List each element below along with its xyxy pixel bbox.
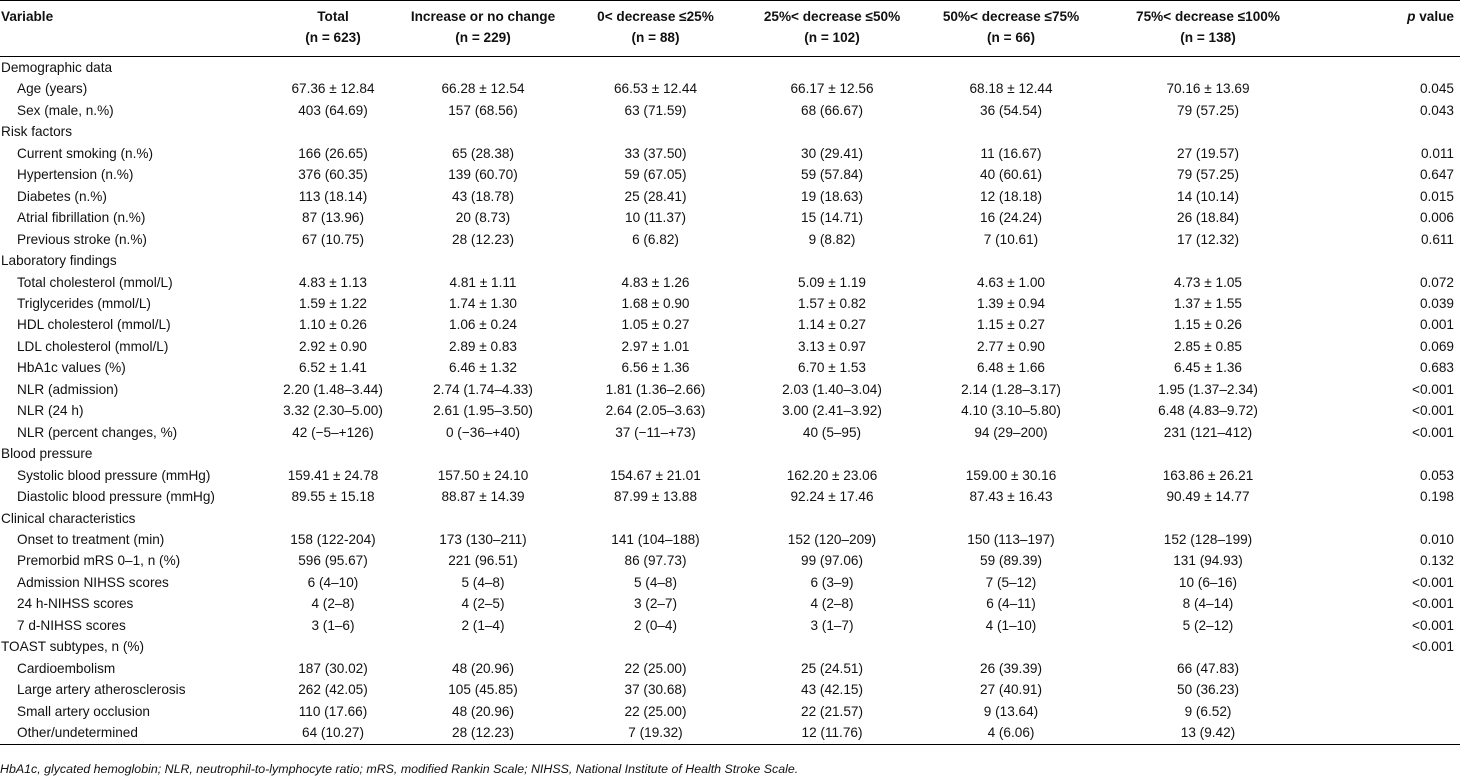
value-cell: 59 (89.39) [980, 553, 1042, 569]
value-cell: 6.46 ± 1.32 [449, 360, 517, 376]
value-cell: 43 (42.15) [801, 682, 863, 698]
value-cell: 1.15 ± 0.27 [977, 317, 1045, 333]
empty-cell [398, 121, 568, 142]
value-cell: 25 (28.41) [624, 188, 687, 204]
value-cell: 40 (60.61) [980, 167, 1042, 183]
p-value-cell: 0.053 [1419, 467, 1454, 483]
p-value-cell: 0.015 [1419, 188, 1454, 204]
value-cell: 86 (97.73) [624, 553, 687, 569]
value-cell: 152 (120–209) [787, 531, 877, 547]
p-value-cell: <0.001 [1412, 424, 1454, 440]
p-value-cell: <0.001 [1412, 381, 1454, 397]
value-cell: 1.37 ± 1.55 [1174, 295, 1242, 311]
p-value-cell: <0.001 [1412, 596, 1454, 612]
empty-cell [268, 250, 398, 271]
value-cell: 157.50 ± 24.10 [437, 467, 529, 483]
value-cell: 6.52 ± 1.41 [299, 360, 367, 376]
empty-cell [568, 121, 743, 142]
value-cell: 64 (10.27) [268, 722, 398, 744]
value-cell: 376 (60.35) [298, 167, 368, 183]
value-cell: 88.87 ± 14.39 [441, 489, 525, 505]
value-cell: 66.17 ± 12.56 [790, 81, 874, 97]
variable-label: Onset to treatment (min) [17, 531, 165, 547]
value-cell: 79 (57.25) [1177, 167, 1239, 183]
table-row [0, 164, 1460, 185]
value-cell: 27 (19.57) [1177, 145, 1239, 161]
section-label: Risk factors [1, 124, 73, 140]
value-cell: 67 (10.75) [302, 231, 364, 247]
value-cell: 159.41 ± 24.78 [287, 467, 379, 483]
empty-cell [268, 636, 398, 657]
variable-label: Hypertension (n.%) [17, 167, 134, 183]
table-row [0, 593, 1460, 614]
table-row [0, 143, 1460, 164]
empty-cell [568, 508, 743, 529]
value-cell: 37 (30.68) [624, 682, 687, 698]
p-value-cell: 0.045 [1419, 81, 1454, 97]
value-cell: 89.55 ± 15.18 [291, 489, 375, 505]
empty-cell [268, 443, 398, 464]
header-decrease-25-50: 25%< decrease ≤50% (n = 102) [743, 1, 921, 57]
variable-label: Age (years) [17, 81, 88, 97]
section-row [0, 250, 1460, 271]
value-cell: 14 (10.14) [1177, 188, 1239, 204]
value-cell: 68.18 ± 12.44 [969, 81, 1053, 97]
value-cell: 173 (130–211) [439, 531, 527, 547]
value-cell: 6.45 ± 1.36 [1174, 360, 1242, 376]
empty-cell [398, 57, 568, 79]
value-cell: 157 (68.56) [448, 102, 518, 118]
p-value-cell [1315, 722, 1460, 744]
value-cell: 150 (113–197) [967, 531, 1055, 547]
table-row [0, 293, 1460, 314]
empty-cell [921, 508, 1101, 529]
empty-cell [268, 121, 398, 142]
value-cell: 1.68 ± 0.90 [621, 295, 690, 311]
table-row [0, 529, 1460, 550]
p-value-cell [1315, 508, 1460, 529]
value-cell: 7 (19.32) [568, 722, 743, 744]
value-cell: 113 (18.14) [298, 188, 368, 204]
p-value-cell [1315, 57, 1460, 79]
variable-label: Diabetes (n.%) [17, 188, 107, 204]
value-cell: 596 (95.67) [298, 553, 368, 569]
empty-cell [268, 508, 398, 529]
value-cell: 2.97 ± 1.01 [621, 338, 690, 354]
section-label: Demographic data [1, 60, 113, 75]
table-row [0, 314, 1460, 335]
value-cell: 6.48 ± 1.66 [977, 360, 1045, 376]
value-cell: 1.57 ± 0.82 [798, 295, 866, 311]
variable-label: Small artery occlusion [17, 703, 150, 719]
variable-label: Triglycerides (mmol/L) [17, 295, 151, 311]
p-value-cell: 0.683 [1419, 360, 1454, 376]
value-cell: 2 (0–4) [633, 617, 678, 633]
value-cell: 12 (11.76) [743, 722, 921, 744]
value-cell: 63 (71.59) [624, 102, 687, 118]
section-label: Clinical characteristics [1, 510, 136, 526]
value-cell: 152 (128–199) [1163, 531, 1253, 547]
value-cell: 70.16 ± 13.69 [1166, 81, 1250, 97]
table-row [0, 615, 1460, 636]
table-row [0, 465, 1460, 486]
p-value-cell: 0.072 [1419, 274, 1454, 290]
value-cell: 2.89 ± 0.83 [449, 338, 517, 354]
variable-label: Large artery atherosclerosis [17, 682, 186, 698]
table-row [0, 550, 1460, 571]
value-cell: 28 (12.23) [452, 231, 514, 247]
empty-cell [921, 443, 1101, 464]
value-cell: 6 (3–9) [810, 574, 854, 590]
p-value-cell [1315, 701, 1460, 722]
empty-cell [398, 508, 568, 529]
p-value-cell: 0.647 [1419, 167, 1454, 183]
section-label: Blood pressure [1, 446, 93, 462]
empty-cell [1101, 250, 1315, 271]
empty-cell [568, 443, 743, 464]
value-cell: 1.74 ± 1.30 [449, 295, 517, 311]
p-value-cell: 0.011 [1420, 145, 1454, 161]
value-cell: 66.28 ± 12.54 [441, 81, 525, 97]
value-cell: 33 (37.50) [624, 145, 687, 161]
value-cell: 4.63 ± 1.00 [977, 274, 1045, 290]
value-cell: 68 (66.67) [801, 102, 863, 118]
empty-cell [1101, 57, 1315, 79]
p-value-cell: <0.001 [1412, 574, 1454, 590]
value-cell: 13 (9.42) [1101, 722, 1315, 744]
value-cell: 139 (60.70) [448, 167, 518, 183]
value-cell: 4 (1–10) [985, 617, 1037, 633]
value-cell: 131 (94.93) [1173, 553, 1243, 569]
empty-cell [743, 250, 921, 271]
p-value-cell: 0.010 [1419, 531, 1454, 547]
value-cell: 4 (6.06) [921, 722, 1101, 744]
value-cell: 154.67 ± 21.01 [610, 467, 701, 483]
value-cell: 30 (29.41) [801, 145, 863, 161]
empty-cell [1101, 636, 1315, 657]
value-cell: 22 (21.57) [801, 703, 863, 719]
value-cell: 22 (25.00) [624, 660, 687, 676]
p-value-cell: <0.001 [1412, 639, 1454, 655]
value-cell: 1.95 (1.37–2.34) [1158, 381, 1258, 397]
empty-cell [1101, 121, 1315, 142]
table-row [0, 357, 1460, 378]
empty-cell [743, 443, 921, 464]
header-increase-or-no-change: Increase or no change (n = 229) [398, 1, 568, 57]
value-cell: 94 (29–200) [974, 424, 1048, 440]
value-cell: 2.85 ± 0.85 [1174, 338, 1242, 354]
value-cell: 1.39 ± 0.94 [977, 295, 1045, 311]
section-row [0, 636, 1460, 657]
p-value-cell: 0.069 [1419, 338, 1454, 354]
p-value-cell [1315, 443, 1460, 464]
value-cell: 5.09 ± 1.19 [798, 274, 866, 290]
table-body [0, 57, 1460, 745]
value-cell: 2.77 ± 0.90 [977, 338, 1045, 354]
value-cell: 4.83 ± 1.26 [621, 274, 690, 290]
value-cell: 43 (18.78) [452, 188, 514, 204]
value-cell: 50 (36.23) [1177, 682, 1239, 698]
value-cell: 66.53 ± 12.44 [613, 81, 698, 97]
value-cell: 11 (16.67) [980, 145, 1042, 161]
variable-label: Total cholesterol (mmol/L) [17, 274, 173, 290]
variable-label: Premorbid mRS 0–1, n (%) [17, 553, 181, 569]
section-row [0, 121, 1460, 142]
p-value-cell: <0.001 [1412, 617, 1454, 633]
value-cell: 2.74 (1.74–4.33) [433, 381, 533, 397]
table-row [0, 422, 1460, 443]
value-cell: 1.59 ± 1.22 [299, 295, 367, 311]
value-cell: 6.48 (4.83–9.72) [1158, 403, 1258, 419]
value-cell: 162.20 ± 23.06 [786, 467, 878, 483]
table-row [0, 78, 1460, 99]
empty-cell [568, 636, 743, 657]
value-cell: 187 (30.02) [298, 660, 368, 676]
header-decrease-0-25: 0< decrease ≤25% (n = 88) [568, 1, 743, 57]
value-cell: 9 (8.82) [808, 231, 856, 247]
value-cell: 6 (4–10) [307, 574, 359, 590]
value-cell: 8 (4–14) [1182, 596, 1234, 612]
value-cell: 1.14 ± 0.27 [798, 317, 866, 333]
value-cell: 3.00 (2.41–3.92) [782, 403, 882, 419]
variable-label: NLR (admission) [17, 381, 119, 397]
value-cell: 2.03 (1.40–3.04) [782, 381, 882, 397]
value-cell: 37 (−11–+73) [615, 424, 696, 440]
section-row [0, 508, 1460, 529]
value-cell: 36 (54.54) [980, 102, 1042, 118]
p-value-cell: 0.043 [1419, 102, 1454, 118]
value-cell: 10 (6–16) [1178, 574, 1238, 590]
value-cell: 40 (5–95) [802, 424, 862, 440]
empty-cell [568, 57, 743, 79]
value-cell: 163.86 ± 26.21 [1162, 467, 1254, 483]
table-row [0, 658, 1460, 679]
value-cell: 4.10 (3.10–5.80) [961, 403, 1061, 419]
section-label: TOAST subtypes, n (%) [1, 639, 145, 655]
value-cell: 6.56 ± 1.36 [621, 360, 690, 376]
value-cell: 9 (6.52) [1184, 703, 1232, 719]
table-row [0, 100, 1460, 121]
value-cell: 221 (96.51) [448, 553, 518, 569]
value-cell: 3 (2–7) [633, 596, 678, 612]
value-cell: 6 (6.82) [632, 231, 679, 247]
value-cell: 59 (57.84) [801, 167, 863, 183]
section-label: Laboratory findings [1, 253, 117, 269]
variable-label: NLR (24 h) [17, 403, 84, 419]
value-cell: 92.24 ± 17.46 [790, 489, 874, 505]
p-value-cell [1315, 658, 1460, 679]
value-cell: 42 (−5–+126) [292, 424, 374, 440]
variable-label: NLR (percent changes, %) [17, 424, 178, 440]
value-cell: 19 (18.63) [801, 188, 863, 204]
empty-cell [921, 250, 1101, 271]
value-cell: 48 (20.96) [452, 660, 514, 676]
value-cell: 166 (26.65) [298, 145, 368, 161]
value-cell: 4.83 ± 1.13 [299, 274, 367, 290]
empty-cell [398, 636, 568, 657]
table-row [0, 572, 1460, 593]
variable-label: Systolic blood pressure (mmHg) [17, 467, 211, 483]
value-cell: 20 (8.73) [455, 210, 511, 226]
p-value-cell: 0.611 [1420, 231, 1454, 247]
value-cell: 3.13 ± 0.97 [798, 338, 866, 354]
value-cell: 2.14 (1.28–3.17) [961, 381, 1061, 397]
value-cell: 16 (24.24) [980, 210, 1042, 226]
empty-cell [743, 508, 921, 529]
variable-label: LDL cholesterol (mmol/L) [17, 338, 169, 354]
table-row [0, 207, 1460, 228]
value-cell: 110 (17.66) [298, 703, 368, 719]
value-cell: 1.10 ± 0.26 [299, 317, 367, 333]
value-cell: 22 (25.00) [624, 703, 687, 719]
table-row [0, 272, 1460, 293]
value-cell: 12 (18.18) [980, 188, 1042, 204]
value-cell: 4.81 ± 1.11 [449, 274, 517, 290]
value-cell: 9 (13.64) [983, 703, 1039, 719]
value-cell: 2.64 (2.05–3.63) [605, 403, 706, 419]
variable-label: Cardioembolism [17, 660, 116, 676]
empty-cell [921, 121, 1101, 142]
value-cell: 7 (10.61) [983, 231, 1039, 247]
p-value-cell: 0.001 [1419, 317, 1454, 333]
table-row [0, 400, 1460, 421]
value-cell: 1.81 (1.36–2.66) [605, 381, 706, 397]
value-cell: 3.32 (2.30–5.00) [283, 403, 383, 419]
value-cell: 26 (39.39) [980, 660, 1042, 676]
header-variable: Variable [0, 1, 268, 57]
p-value-cell: <0.001 [1412, 403, 1454, 419]
value-cell: 4 (2–8) [311, 596, 355, 612]
p-value-cell: 0.198 [1419, 489, 1454, 505]
value-cell: 25 (24.51) [801, 660, 863, 676]
value-cell: 4 (2–5) [461, 596, 505, 612]
value-cell: 59 (67.05) [624, 167, 687, 183]
value-cell: 6 (4–11) [986, 596, 1036, 612]
value-cell: 1.05 ± 0.27 [621, 317, 690, 333]
empty-cell [743, 57, 921, 79]
variable-label: 7 d-NIHSS scores [17, 617, 126, 633]
value-cell: 87 (13.96) [302, 210, 364, 226]
variable-label: Admission NIHSS scores [17, 574, 169, 590]
value-cell: 4 (2–8) [810, 596, 854, 612]
value-cell: 5 (4–8) [633, 574, 678, 590]
value-cell: 87.99 ± 13.88 [613, 489, 698, 505]
value-cell: 141 (104–188) [611, 531, 700, 547]
value-cell: 0 (−36–+40) [445, 424, 521, 440]
table-row [0, 336, 1460, 357]
value-cell: 79 (57.25) [1177, 102, 1239, 118]
value-cell: 2.61 (1.95–3.50) [433, 403, 533, 419]
table-row [0, 679, 1460, 700]
table-footnote: HbA1c, glycated hemoglobin; NLR, neutrophil-to-lymphocyte ratio; mRS, modified Rankin Scale; NIHSS, National Institute of Health Stroke Scale. [0, 762, 799, 776]
value-cell: 5 (2–12) [1182, 617, 1234, 633]
table-row [0, 186, 1460, 207]
value-cell: 262 (42.05) [298, 682, 368, 698]
p-value-cell: 0.006 [1419, 210, 1454, 226]
value-cell: 3 (1–7) [810, 617, 854, 633]
value-cell: 27 (40.91) [980, 682, 1042, 698]
value-cell: 90.49 ± 14.77 [1166, 489, 1250, 505]
variable-label: Current smoking (n.%) [17, 145, 153, 161]
variable-label: HbA1c values (%) [17, 360, 126, 376]
table-row [0, 486, 1460, 507]
header-total: Total (n = 623) [268, 1, 398, 57]
header-p-value: p value [1315, 1, 1460, 57]
empty-cell [921, 636, 1101, 657]
empty-cell [743, 636, 921, 657]
variable-label: Diastolic blood pressure (mmHg) [17, 489, 215, 505]
variable-label: Sex (male, n.%) [17, 102, 114, 118]
variable-label: Other/undetermined [0, 722, 268, 744]
variable-label: Atrial fibrillation (n.%) [17, 210, 146, 226]
value-cell: 1.06 ± 0.24 [449, 317, 517, 333]
value-cell: 87.43 ± 16.43 [969, 489, 1053, 505]
value-cell: 28 (12.23) [398, 722, 568, 744]
p-value-cell [1315, 250, 1460, 271]
value-cell: 403 (64.69) [298, 102, 368, 118]
table-row [0, 722, 1460, 744]
value-cell: 15 (14.71) [801, 210, 863, 226]
p-value-cell [1315, 121, 1460, 142]
variable-label: HDL cholesterol (mmol/L) [17, 317, 171, 333]
empty-cell [568, 250, 743, 271]
value-cell: 5 (4–8) [461, 574, 505, 590]
value-cell: 17 (12.32) [1177, 231, 1239, 247]
value-cell: 159.00 ± 30.16 [965, 467, 1057, 483]
table-header-row [0, 1, 1460, 57]
value-cell: 6.70 ± 1.53 [798, 360, 866, 376]
value-cell: 2.20 (1.48–3.44) [283, 381, 383, 397]
value-cell: 158 (122-204) [290, 531, 376, 547]
value-cell: 65 (28.38) [452, 145, 514, 161]
p-value-cell [1315, 679, 1460, 700]
empty-cell [268, 57, 398, 79]
section-row [0, 443, 1460, 464]
value-cell: 2.92 ± 0.90 [299, 338, 367, 354]
empty-cell [743, 121, 921, 142]
table-row [0, 701, 1460, 722]
value-cell: 4.73 ± 1.05 [1174, 274, 1242, 290]
table-row [0, 379, 1460, 400]
value-cell: 66 (47.83) [1177, 660, 1239, 676]
value-cell: 67.36 ± 12.84 [291, 81, 375, 97]
value-cell: 7 (5–12) [985, 574, 1037, 590]
value-cell: 2 (1–4) [461, 617, 505, 633]
empty-cell [1101, 443, 1315, 464]
empty-cell [398, 250, 568, 271]
empty-cell [921, 57, 1101, 79]
value-cell: 99 (97.06) [801, 553, 863, 569]
value-cell: 231 (121–412) [1163, 424, 1253, 440]
header-decrease-75-100: 75%< decrease ≤100% (n = 138) [1101, 1, 1315, 57]
value-cell: 3 (1–6) [311, 617, 355, 633]
variable-label: 24 h-NIHSS scores [17, 596, 134, 612]
value-cell: 1.15 ± 0.26 [1174, 317, 1242, 333]
empty-cell [1101, 508, 1315, 529]
p-value-cell: 0.132 [1419, 553, 1454, 569]
value-cell: 48 (20.96) [452, 703, 514, 719]
section-row [0, 57, 1460, 79]
empty-cell [398, 443, 568, 464]
value-cell: 105 (45.85) [448, 682, 518, 698]
variable-label: Previous stroke (n.%) [17, 231, 147, 247]
header-decrease-50-75: 50%< decrease ≤75% (n = 66) [921, 1, 1101, 57]
p-value-cell: 0.039 [1419, 295, 1454, 311]
value-cell: 26 (18.84) [1177, 210, 1239, 226]
value-cell: 10 (11.37) [625, 210, 686, 226]
table-row [0, 229, 1460, 250]
